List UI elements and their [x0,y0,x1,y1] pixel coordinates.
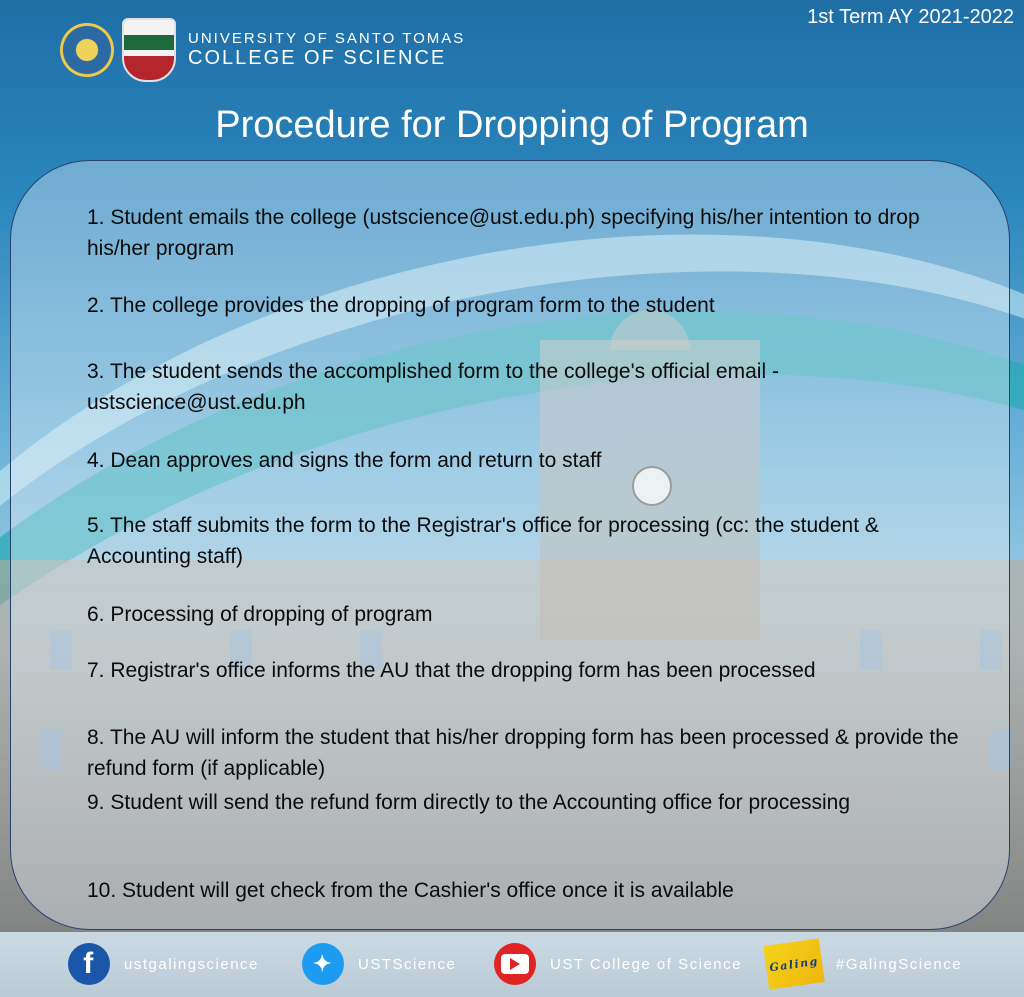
twitter-handle: USTScience [358,955,457,973]
step-item: 5. The staff submits the form to the Registrar's office for processing (cc: the student & Accounting staff) [87,514,879,568]
twitter-link[interactable] [302,943,456,985]
university-name: UNIVERSITY OF SANTO TOMAS [188,30,466,47]
step-item: 7. Registrar's office informs the AU that the dropping form has been processed [87,659,816,682]
college-name [188,30,465,70]
facebook-icon: f [68,943,110,985]
youtube-channel: UST College of Science [550,955,742,973]
facebook-link[interactable] [68,943,259,985]
facebook-handle: ustgalingscience [124,955,259,973]
step-item: 4. Dean approves and signs the form and return to staff [87,449,602,472]
step-item: 8. The AU will inform the student that his/her dropping form has been processed & provide the refund form (if applicable) [87,726,959,780]
college-title: COLLEGE OF SCIENCE [188,47,447,69]
social-footer [0,932,1024,997]
step-item: 1. Student emails the college (ustscience@ust.edu.ph) specifying his/her intention to drop his/her program [87,206,920,260]
hashtag-link[interactable] [766,942,962,986]
twitter-icon: ✦ [302,943,344,985]
ust-seal-icon [60,23,114,77]
galing-science-logo-icon: Galing [763,938,825,989]
youtube-icon [494,943,536,985]
step-item: 3. The student sends the accomplished form to the college's official email - ustscience@ust.edu.ph [87,360,779,414]
college-crest-icon [122,18,176,82]
term-label: 1st Term AY 2021-2022 [807,6,1014,28]
college-header [60,18,465,82]
step-item: 2. The college provides the dropping of program form to the student [87,294,715,317]
step-item: 9. Student will send the refund form directly to the Accounting office for processing [87,791,851,814]
step-item: 6. Processing of dropping of program [87,603,433,626]
youtube-link[interactable] [494,943,742,985]
page-title: Procedure for Dropping of Program [215,104,809,146]
hashtag-text: #GalingScience [836,955,963,973]
step-item: 10. Student will get check from the Cashier's office once it is available [87,879,734,902]
